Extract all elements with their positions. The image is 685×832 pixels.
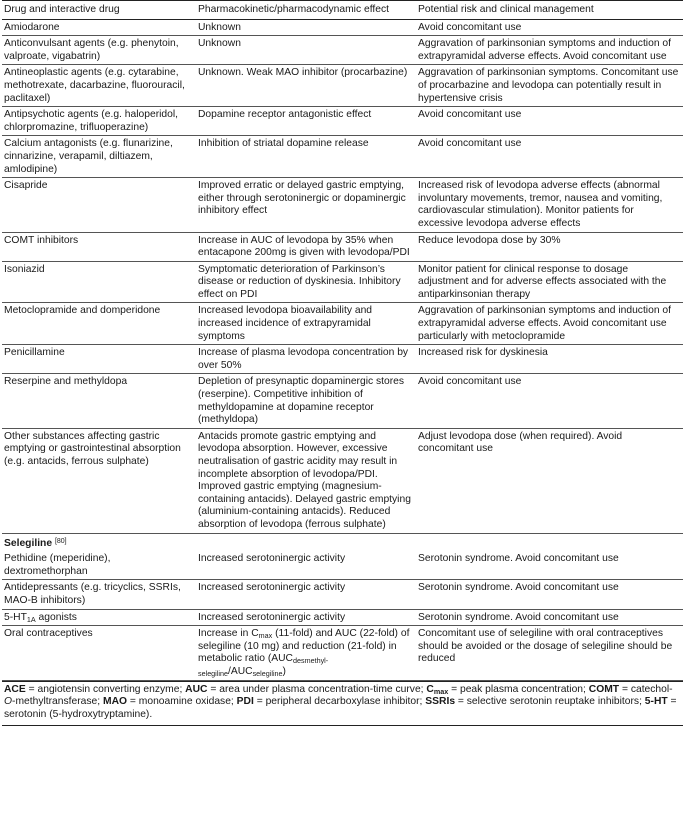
drug-text-suffix: agonists <box>35 611 77 623</box>
cell-risk: Aggravation of parkinsonian symptoms and induction of extrapyramidal adverse effects. Avoid concomitant use particularly with metoclopramide <box>416 303 683 345</box>
cell-effect: Increase of plasma levodopa concentration by over 50% <box>196 345 416 374</box>
abbr-cmax-subscript: max <box>433 686 449 696</box>
cell-risk: Serotonin syndrome. Avoid concomitant use <box>416 580 683 609</box>
table-row <box>2 303 683 345</box>
def-comt: = catechol- <box>619 683 673 695</box>
drug-text: 5-HT <box>4 611 27 623</box>
table-row <box>2 609 683 626</box>
cell-risk: Avoid concomitant use <box>416 374 683 428</box>
cell-drug: Antineoplastic agents (e.g. cytarabine, methotrexate, dacarbazine, fluorouracil, paclitaxel) <box>2 65 196 107</box>
cell-risk: Concomitant use of selegiline with oral contraceptives should be avoided or the dosage of selegiline should be reduced <box>416 626 683 680</box>
table-row <box>2 428 683 533</box>
cell-risk: Avoid concomitant use <box>416 136 683 178</box>
cell-drug: Pethidine (meperidine), dextromethorphan <box>2 551 196 580</box>
cell-drug: Cisapride <box>2 178 196 232</box>
cell-drug: Oral contraceptives <box>2 626 196 680</box>
section-title: Selegiline <box>4 537 53 549</box>
table-row <box>2 345 683 374</box>
effect-text: /AUC <box>227 665 253 677</box>
cell-risk: Avoid concomitant use <box>416 19 683 36</box>
def-auc: = area under plasma concentration-time curve; <box>207 683 427 695</box>
cell-effect <box>196 626 416 680</box>
section-reference: [80] <box>54 537 67 545</box>
cell-drug: COMT inhibitors <box>2 232 196 261</box>
cell-risk: Increased risk of levodopa adverse effects (abnormal involuntary movements, tremor, nausea and vomiting, cardiovascular stimulation). Monitor patients for excessive levodopa adverse effects <box>416 178 683 232</box>
table-row <box>2 261 683 303</box>
effect-subscript: selegiline <box>252 668 283 678</box>
abbr-comt: COMT <box>588 683 620 695</box>
cell-risk: Avoid concomitant use <box>416 107 683 136</box>
header-drug: Drug and interactive drug <box>2 1 196 20</box>
cell-effect: Unknown <box>196 36 416 65</box>
table-row <box>2 232 683 261</box>
cell-drug: Amiodarone <box>2 19 196 36</box>
def-comt-italic: O <box>4 696 13 708</box>
cell-effect: Depletion of presynaptic dopaminergic stores (reserpine). Competitive inhibition of methyldopamine at dopamine receptor (methyldopa) <box>196 374 416 428</box>
effect-text: ) <box>282 665 286 677</box>
cell-risk: Reduce levodopa dose by 30% <box>416 232 683 261</box>
header-risk: Potential risk and clinical management <box>416 1 683 20</box>
cell-drug: Reserpine and methyldopa <box>2 374 196 428</box>
cell-risk: Aggravation of parkinsonian symptoms. Concomitant use of procarbazine and levodopa can potentially result in hypertensive crisis <box>416 65 683 107</box>
cell-drug: Penicillamine <box>2 345 196 374</box>
abbr-pdi: PDI <box>236 696 254 708</box>
cell-risk: Adjust levodopa dose (when required). Avoid concomitant use <box>416 428 683 533</box>
abbr-ssri: SSRIs <box>425 696 456 708</box>
cell-drug: Antidepressants (e.g. tricyclics, SSRIs, MAO-B inhibitors) <box>2 580 196 609</box>
cell-effect: Increased serotoninergic activity <box>196 551 416 580</box>
table-row <box>2 36 683 65</box>
table-row <box>2 65 683 107</box>
cell-drug: Calcium antagonists (e.g. flunarizine, cinnarizine, verapamil, diltiazem, amlodipine) <box>2 136 196 178</box>
cell-effect: Dopamine receptor antagonistic effect <box>196 107 416 136</box>
abbr-5ht: 5-HT <box>644 696 668 708</box>
cell-effect: Antacids promote gastric emptying and levodopa absorption. However, excessive neutralisation of gastric acidity may result in incomplete absorption of levodopa/PDI. Improved gastric emptying (magnesium-containing antacids). Delayed gastric emptying (aluminium-containing antacids). Reduced absorption of levodopa (ferrous sulphate) <box>196 428 416 533</box>
cell-risk: Serotonin syndrome. Avoid concomitant use <box>416 551 683 580</box>
def-ace: = angiotensin converting enzyme; <box>25 683 186 695</box>
cell-drug: Isoniazid <box>2 261 196 303</box>
header-effect: Pharmacokinetic/pharmacodynamic effect <box>196 1 416 20</box>
section-heading <box>2 533 683 551</box>
cell-risk: Aggravation of parkinsonian symptoms and induction of extrapyramidal adverse effects. Avoid concomitant use <box>416 36 683 65</box>
table-row <box>2 19 683 36</box>
drug-interaction-table <box>2 0 683 681</box>
cell-effect: Increased serotoninergic activity <box>196 609 416 626</box>
effect-subscript: desmethyl-selegiline <box>198 656 329 678</box>
effect-text: Increase in C <box>198 628 259 640</box>
def-mao: = monoamine oxidase; <box>127 696 237 708</box>
abbr-mao: MAO <box>103 696 128 708</box>
def-pdi: = peripheral decarboxylase inhibitor; <box>253 696 426 708</box>
cell-effect: Increased serotoninergic activity <box>196 580 416 609</box>
cell-drug: Antipsychotic agents (e.g. haloperidol, chlorpromazine, trifluoperazine) <box>2 107 196 136</box>
cell-effect: Improved erratic or delayed gastric emptying, either through serotoninergic or dopaminergic inhibitory effect <box>196 178 416 232</box>
cell-effect: Symptomatic deterioration of Parkinson’s disease or reduction of dyskinesia. Inhibitory effect on PDI <box>196 261 416 303</box>
table-row <box>2 626 683 680</box>
section-heading-row <box>2 533 683 551</box>
abbr-auc: AUC <box>185 683 208 695</box>
cell-effect: Unknown. Weak MAO inhibitor (procarbazine) <box>196 65 416 107</box>
def-cmax: = peak plasma concentration; <box>448 683 589 695</box>
cell-risk: Monitor patient for clinical response to dosage adjustment and for adverse effects associated with the antiparkinsonian therapy <box>416 261 683 303</box>
table-row <box>2 178 683 232</box>
table-footnote <box>2 681 683 726</box>
table-row <box>2 580 683 609</box>
cell-risk: Serotonin syndrome. Avoid concomitant use <box>416 609 683 626</box>
cell-drug: Anticonvulsant agents (e.g. phenytoin, valproate, vigabatrin) <box>2 36 196 65</box>
def-comt-rest: -methyltransferase; <box>12 696 104 708</box>
def-ssri: = selective serotonin reuptake inhibitors; <box>455 696 645 708</box>
cell-drug: Metoclopramide and domperidone <box>2 303 196 345</box>
table-row <box>2 551 683 580</box>
cell-drug: Other substances affecting gastric emptying or gastrointestinal absorption (e.g. antacids, ferrous sulphate) <box>2 428 196 533</box>
def-5ht: = serotonin (5-hydroxytryptamine). <box>4 696 677 721</box>
effect-text: (11-fold) and AUC (22-fold) of selegiline (10 mg) and reduction (21-fold) in metabolic ratio (AUC <box>198 628 410 665</box>
cell-effect: Unknown <box>196 19 416 36</box>
cell-drug <box>2 609 196 626</box>
table-row <box>2 374 683 428</box>
table-row <box>2 107 683 136</box>
cell-effect: Increased levodopa bioavailability and increased incidence of extrapyramidal symptoms <box>196 303 416 345</box>
table-row <box>2 136 683 178</box>
drug-subscript: 1A <box>26 614 36 624</box>
abbr-ace: ACE <box>4 683 26 695</box>
cell-risk: Increased risk for dyskinesia <box>416 345 683 374</box>
cell-effect: Increase in AUC of levodopa by 35% when entacapone 200mg is given with levodopa/PDI <box>196 232 416 261</box>
cell-effect: Inhibition of striatal dopamine release <box>196 136 416 178</box>
effect-subscript: max <box>258 631 273 641</box>
table-header-row <box>2 1 683 20</box>
abbr-cmax: C <box>426 683 434 695</box>
